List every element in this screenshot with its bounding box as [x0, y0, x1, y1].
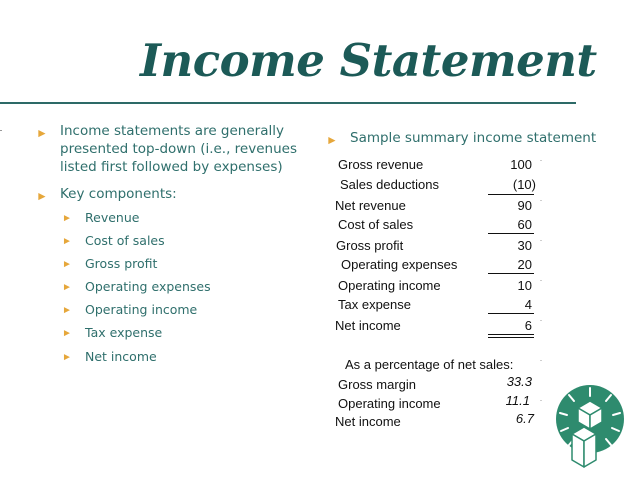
- edge-dot: [540, 200, 542, 201]
- pct-row-label: Operating income: [338, 396, 441, 411]
- bullet-triangle-icon: ►: [36, 126, 48, 140]
- sub-bullet-triangle-icon: ►: [62, 236, 72, 247]
- row-label: Gross revenue: [338, 157, 424, 172]
- bullet-presentation-text: [60, 122, 297, 176]
- subtotal-underline: [488, 233, 534, 234]
- row-value: 6: [524, 318, 532, 333]
- row-label: Tax expense: [338, 297, 411, 312]
- subtotal-underline: [488, 313, 534, 314]
- subtotal-underline: [488, 273, 534, 274]
- edge-dot: [540, 320, 542, 321]
- component-net-income: Net income: [85, 349, 157, 364]
- subtotal-underline: [488, 194, 534, 195]
- row-value: 90: [517, 198, 532, 213]
- row-label: Net revenue: [335, 198, 406, 213]
- component-operating-income: Operating income: [85, 302, 198, 317]
- bullet-triangle-icon: ►: [326, 133, 338, 147]
- row-value: 100: [510, 157, 532, 172]
- sub-bullet-triangle-icon: ►: [62, 305, 72, 316]
- component-gross-profit: Gross profit: [85, 256, 158, 271]
- pct-row-value: 6.7: [515, 411, 534, 426]
- bullet-triangle-icon: ►: [36, 189, 48, 203]
- title-underline: [0, 102, 576, 104]
- edge-dot: [540, 240, 542, 241]
- pct-row-label: Gross margin: [338, 377, 417, 392]
- edge-dot: [540, 160, 542, 161]
- cube-sunburst-logo-icon: [555, 383, 625, 469]
- row-value: 30: [517, 238, 532, 253]
- row-label: Cost of sales: [338, 217, 414, 232]
- sub-bullet-triangle-icon: ►: [62, 213, 72, 224]
- sub-bullet-triangle-icon: ►: [62, 259, 72, 270]
- pct-row-value: 11.1: [505, 393, 530, 408]
- bullet-line: Income statements are generally: [60, 123, 284, 139]
- sub-bullet-triangle-icon: ►: [62, 328, 72, 339]
- component-revenue: Revenue: [85, 210, 140, 225]
- row-value: 20: [517, 257, 532, 272]
- row-value: 10: [517, 278, 532, 293]
- row-label: Sales deductions: [340, 177, 440, 192]
- row-label: Operating income: [338, 278, 441, 293]
- total-double-underline: [488, 334, 534, 338]
- component-operating-expenses: Operating expenses: [85, 279, 211, 294]
- row-label: Gross profit: [336, 238, 404, 253]
- edge-dot: [540, 400, 542, 401]
- row-value: 60: [517, 217, 532, 232]
- edge-mark: [0, 130, 2, 131]
- row-value: 4: [524, 297, 532, 312]
- key-components-heading: Key components:: [60, 186, 177, 202]
- sample-statement-heading: Sample summary income statement: [350, 130, 597, 146]
- sub-bullet-triangle-icon: ►: [62, 282, 72, 293]
- bullet-line: presented top-down (i.e., revenues: [60, 141, 297, 157]
- component-tax-expense: Tax expense: [85, 325, 163, 340]
- sub-bullet-triangle-icon: ►: [62, 352, 72, 363]
- row-label: Net income: [335, 318, 401, 333]
- slide-title: Income Statement: [140, 34, 597, 87]
- percentage-heading: As a percentage of net sales:: [345, 357, 514, 372]
- edge-dot: [540, 360, 542, 361]
- row-label: Operating expenses: [341, 257, 458, 272]
- edge-dot: [540, 280, 542, 281]
- pct-row-label: Net income: [335, 414, 401, 429]
- pct-row-value: 33.3: [506, 374, 532, 389]
- component-cost-of-sales: Cost of sales: [85, 233, 165, 248]
- bullet-line: listed first followed by expenses): [60, 159, 283, 175]
- row-value: (10): [512, 177, 536, 192]
